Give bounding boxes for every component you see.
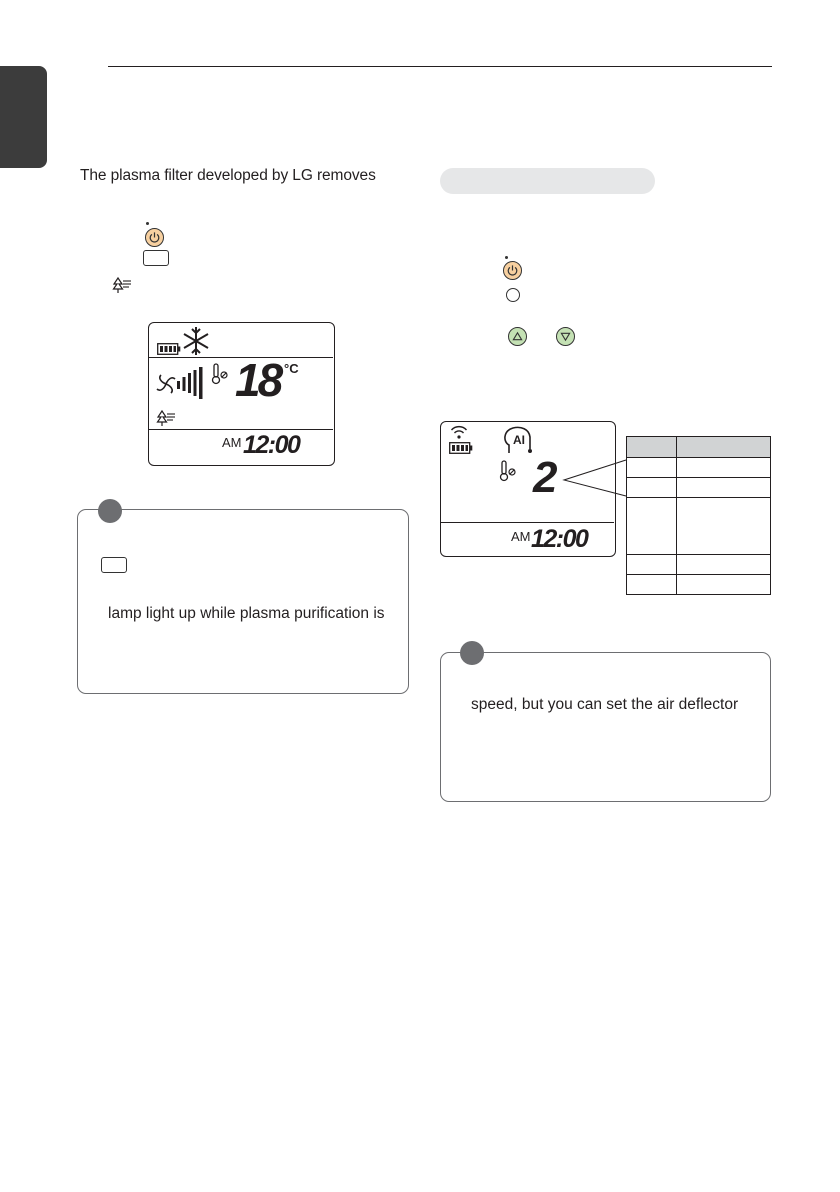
table-row <box>627 498 771 555</box>
table-cell <box>677 478 771 498</box>
table-cell <box>627 555 677 575</box>
table-cell <box>677 575 771 595</box>
note-text: lamp light up while plasma purification is <box>108 605 385 622</box>
battery-icon <box>157 343 181 355</box>
clock-time: 12:00 <box>531 525 588 553</box>
down-button <box>556 327 575 346</box>
set-temperature: 18 <box>235 354 281 406</box>
note-text: speed, but you can set the air deflector <box>471 696 739 713</box>
note-heading-rule <box>182 509 382 510</box>
note-badge <box>460 641 484 665</box>
power-button <box>503 261 522 280</box>
table-cell <box>627 498 677 555</box>
table-row <box>627 575 771 595</box>
table-header-cell <box>677 437 771 458</box>
thermometer-icon <box>211 363 229 385</box>
table-header-row <box>627 437 771 458</box>
mode-button <box>506 288 520 302</box>
table-row <box>627 555 771 575</box>
note-box <box>440 652 771 802</box>
fan-icon <box>155 373 177 395</box>
note-heading-rule <box>545 652 745 653</box>
header-rule <box>108 66 772 67</box>
lcd-divider <box>149 429 333 430</box>
power-icon <box>148 231 161 244</box>
callout-pointer <box>560 440 630 500</box>
thermometer-icon <box>499 460 517 482</box>
clock-time: 12:00 <box>243 431 300 459</box>
table-cell <box>677 555 771 575</box>
table-header-cell <box>627 437 677 458</box>
note-badge <box>98 499 122 523</box>
table-cell <box>627 478 677 498</box>
step-mark <box>505 256 508 259</box>
table-cell <box>677 498 771 555</box>
step-mark <box>146 222 149 225</box>
section-heading-pill <box>440 168 655 194</box>
up-arrow-icon <box>512 331 523 342</box>
table-row <box>627 478 771 498</box>
up-button <box>508 327 527 346</box>
clock-period: AM <box>222 435 242 450</box>
fan-speed-bars <box>177 367 205 399</box>
plasma-button <box>143 250 169 266</box>
battery-icon <box>449 442 473 454</box>
clock-period: AM <box>511 529 531 544</box>
plasma-button <box>101 557 127 573</box>
fan-speed-table <box>626 436 771 595</box>
power-button <box>145 228 164 247</box>
table-cell <box>627 458 677 478</box>
table-cell <box>677 458 771 478</box>
ai-label: AI <box>513 433 525 447</box>
plasma-tree-icon <box>155 409 177 427</box>
intro-text: The plasma filter developed by LG removes <box>80 167 376 184</box>
plasma-tree-icon <box>112 276 132 294</box>
table-row <box>627 458 771 478</box>
remote-display-cooling <box>148 322 335 466</box>
lcd-divider <box>441 522 614 523</box>
note-box <box>77 509 409 694</box>
down-arrow-icon <box>560 331 571 342</box>
table-cell <box>627 575 677 595</box>
language-side-tab <box>0 66 47 168</box>
temperature-unit: °C <box>284 361 299 376</box>
snowflake-icon <box>181 326 211 356</box>
power-icon <box>506 264 519 277</box>
signal-icon <box>450 425 468 439</box>
ai-value: 2 <box>533 453 558 502</box>
